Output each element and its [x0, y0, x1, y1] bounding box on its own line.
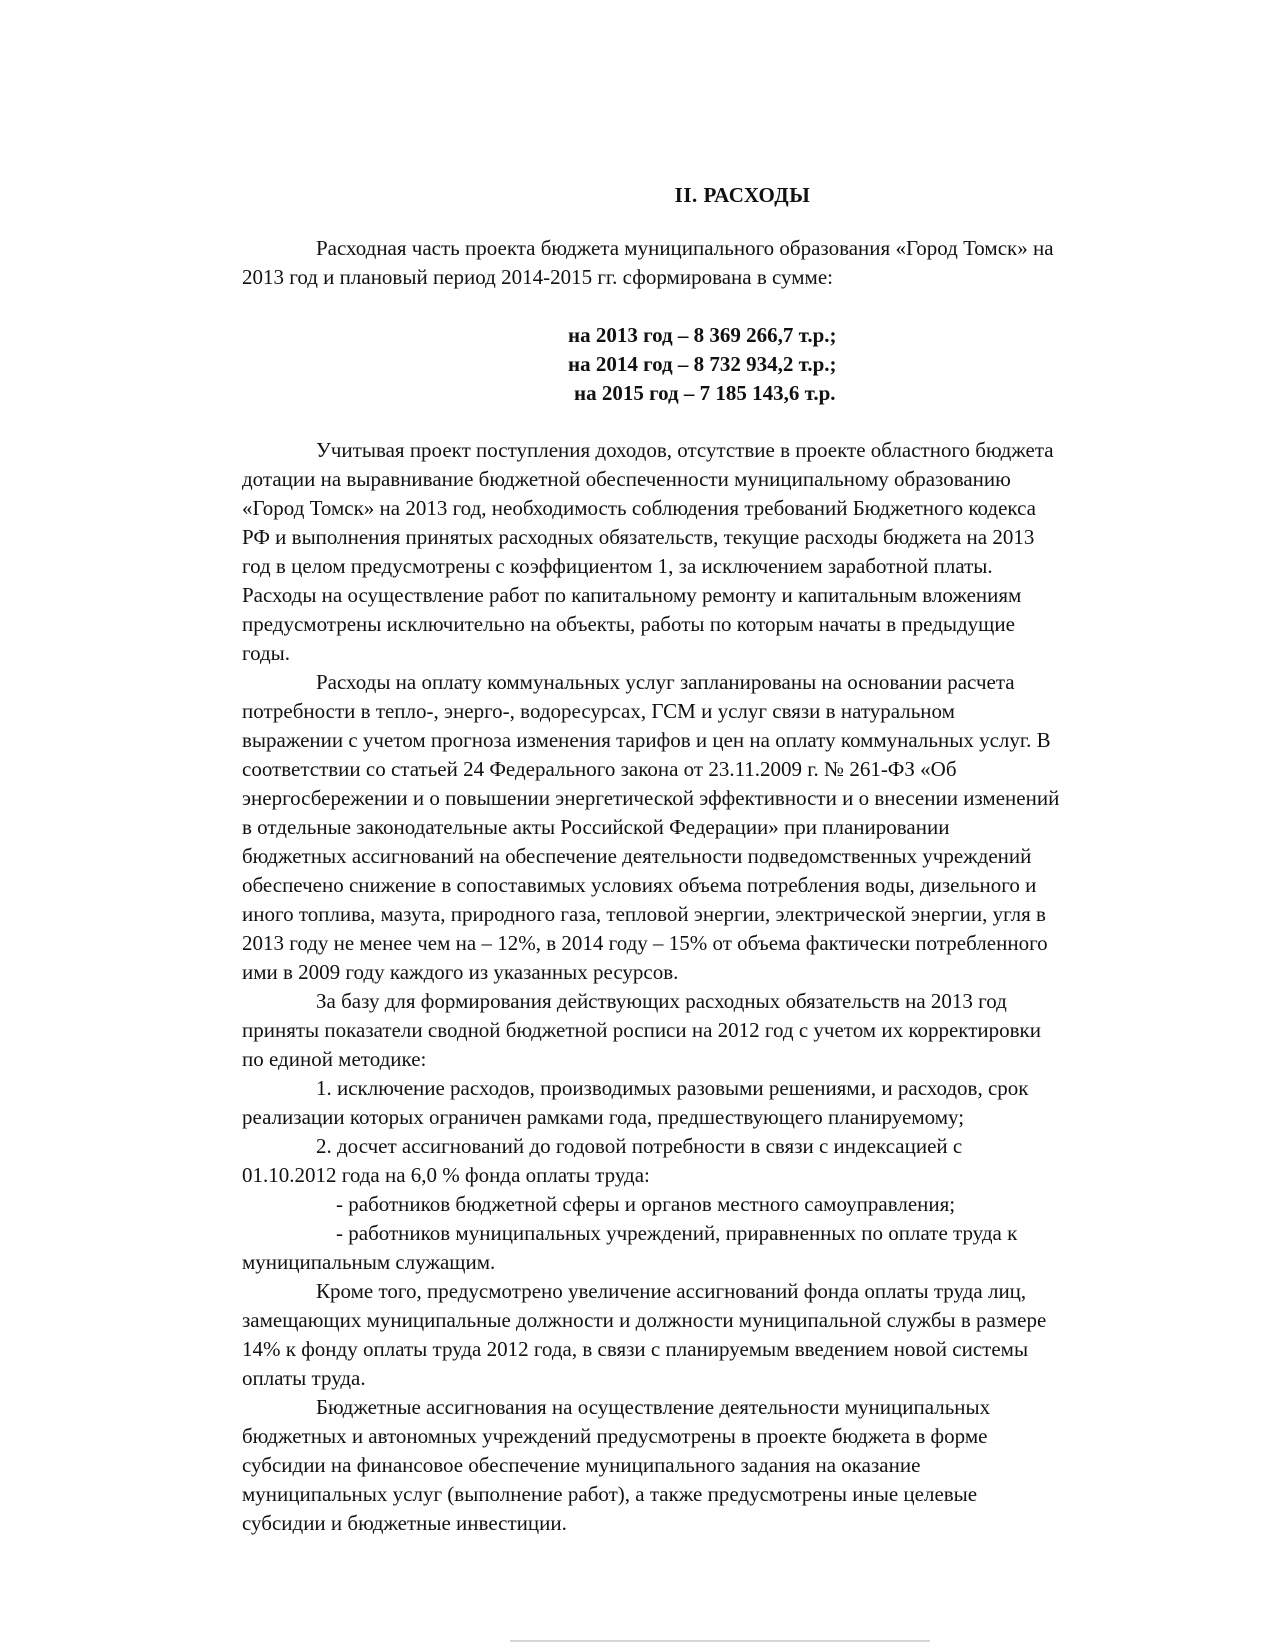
- paragraph-line: по единой методике:: [242, 1047, 427, 1071]
- paragraph-line: обеспечено снижение в сопоставимых условиях объема потребления воды, дизельного и: [242, 873, 1037, 897]
- intro-line: Расходная часть проекта бюджета муниципального образования «Город Томск» на: [316, 236, 1054, 260]
- total-2013: на 2013 год – 8 369 266,7 т.р.;: [568, 323, 837, 347]
- paragraph-line: «Город Томск» на 2013 год, необходимость соблюдения требований Бюджетного кодекса: [242, 496, 1036, 520]
- paragraph-line: потребности в тепло-, энерго-, водоресурсах, ГСМ и услуг связи в натуральном: [242, 699, 955, 723]
- list-item: 01.10.2012 года на 6,0 % фонда оплаты труда:: [242, 1163, 650, 1187]
- paragraph-line: бюджетных и автономных учреждений предусмотрены в проекте бюджета в форме: [242, 1424, 988, 1448]
- total-2014: на 2014 год – 8 732 934,2 т.р.;: [568, 352, 837, 376]
- paragraph-line: За базу для формирования действующих расходных обязательств на 2013 год: [316, 989, 1007, 1013]
- list-item: реализации которых ограничен рамками года, предшествующего планируемому;: [242, 1105, 965, 1129]
- intro-line: 2013 год и плановый период 2014-2015 гг. сформирована в сумме:: [242, 265, 834, 289]
- paragraph-line: иного топлива, мазута, природного газа, тепловой энергии, электрической энергии, угля в: [242, 902, 1046, 926]
- list-item: 2. досчет ассигнований до годовой потребности в связи с индексацией с: [316, 1134, 963, 1158]
- paragraph-line: 14% к фонду оплаты труда 2012 года, в связи с планируемым введением новой системы: [242, 1337, 1029, 1361]
- paragraph-line: предусмотрены исключительно на объекты, работы по которым начаты в предыдущие: [242, 612, 1015, 636]
- paragraph-line: Кроме того, предусмотрено увеличение ассигнований фонда оплаты труда лиц,: [316, 1279, 1027, 1303]
- list-item: - работников бюджетной сферы и органов местного самоуправления;: [336, 1192, 956, 1216]
- paragraph-line: Бюджетные ассигнования на осуществление деятельности муниципальных: [316, 1395, 991, 1419]
- paragraph-line: годы.: [242, 641, 291, 665]
- list-item: - работников муниципальных учреждений, приравненных по оплате труда к: [336, 1221, 1018, 1245]
- paragraph-line: бюджетных ассигнований на обеспечение деятельности подведомственных учреждений: [242, 844, 1032, 868]
- paragraph-line: субсидии и бюджетные инвестиции.: [242, 1511, 567, 1535]
- section-heading: II. РАСХОДЫ: [674, 183, 811, 207]
- list-item: 1. исключение расходов, производимых разовыми решениями, и расходов, срок: [316, 1076, 1029, 1100]
- paragraph-line: год в целом предусмотрены с коэффициентом 1, за исключением заработной платы.: [242, 554, 993, 578]
- cut-off-next-line: [510, 1640, 930, 1648]
- paragraph-line: Расходы на оплату коммунальных услуг запланированы на основании расчета: [316, 670, 1015, 694]
- paragraph-line: оплаты труда.: [242, 1366, 366, 1390]
- paragraph-line: приняты показатели сводной бюджетной росписи на 2012 год с учетом их корректировки: [242, 1018, 1041, 1042]
- total-2015: на 2015 год – 7 185 143,6 т.р.: [574, 381, 836, 405]
- paragraph-line: РФ и выполнения принятых расходных обязательств, текущие расходы бюджета на 2013: [242, 525, 1035, 549]
- paragraph-line: соответствии со статьей 24 Федерального закона от 23.11.2009 г. № 261-ФЗ «Об: [242, 757, 957, 781]
- paragraph-line: замещающих муниципальные должности и должности муниципальной службы в размере: [242, 1308, 1047, 1332]
- paragraph-line: субсидии на финансовое обеспечение муниципального задания на оказание: [242, 1453, 921, 1477]
- paragraph-line: выражении с учетом прогноза изменения тарифов и цен на оплату коммунальных услуг. В: [242, 728, 1051, 752]
- paragraph-line: муниципальных услуг (выполнение работ), а также предусмотрены иные целевые: [242, 1482, 978, 1506]
- paragraph-line: энергосбережении и о повышении энергетической эффективности и о внесении изменений: [242, 786, 1060, 810]
- paragraph-line: Учитывая проект поступления доходов, отсутствие в проекте областного бюджета: [316, 438, 1054, 462]
- paragraph-line: Расходы на осуществление работ по капитальному ремонту и капитальным вложениям: [242, 583, 1022, 607]
- paragraph-line: в отдельные законодательные акты Российской Федерации» при планировании: [242, 815, 950, 839]
- paragraph-line: 2013 году не менее чем на – 12%, в 2014 году – 15% от объема фактически потребленного: [242, 931, 1048, 955]
- list-item: муниципальным служащим.: [242, 1250, 496, 1274]
- paragraph-line: дотации на выравнивание бюджетной обеспеченности муниципальному образованию: [242, 467, 1011, 491]
- paragraph-line: ими в 2009 году каждого из указанных ресурсов.: [242, 960, 679, 984]
